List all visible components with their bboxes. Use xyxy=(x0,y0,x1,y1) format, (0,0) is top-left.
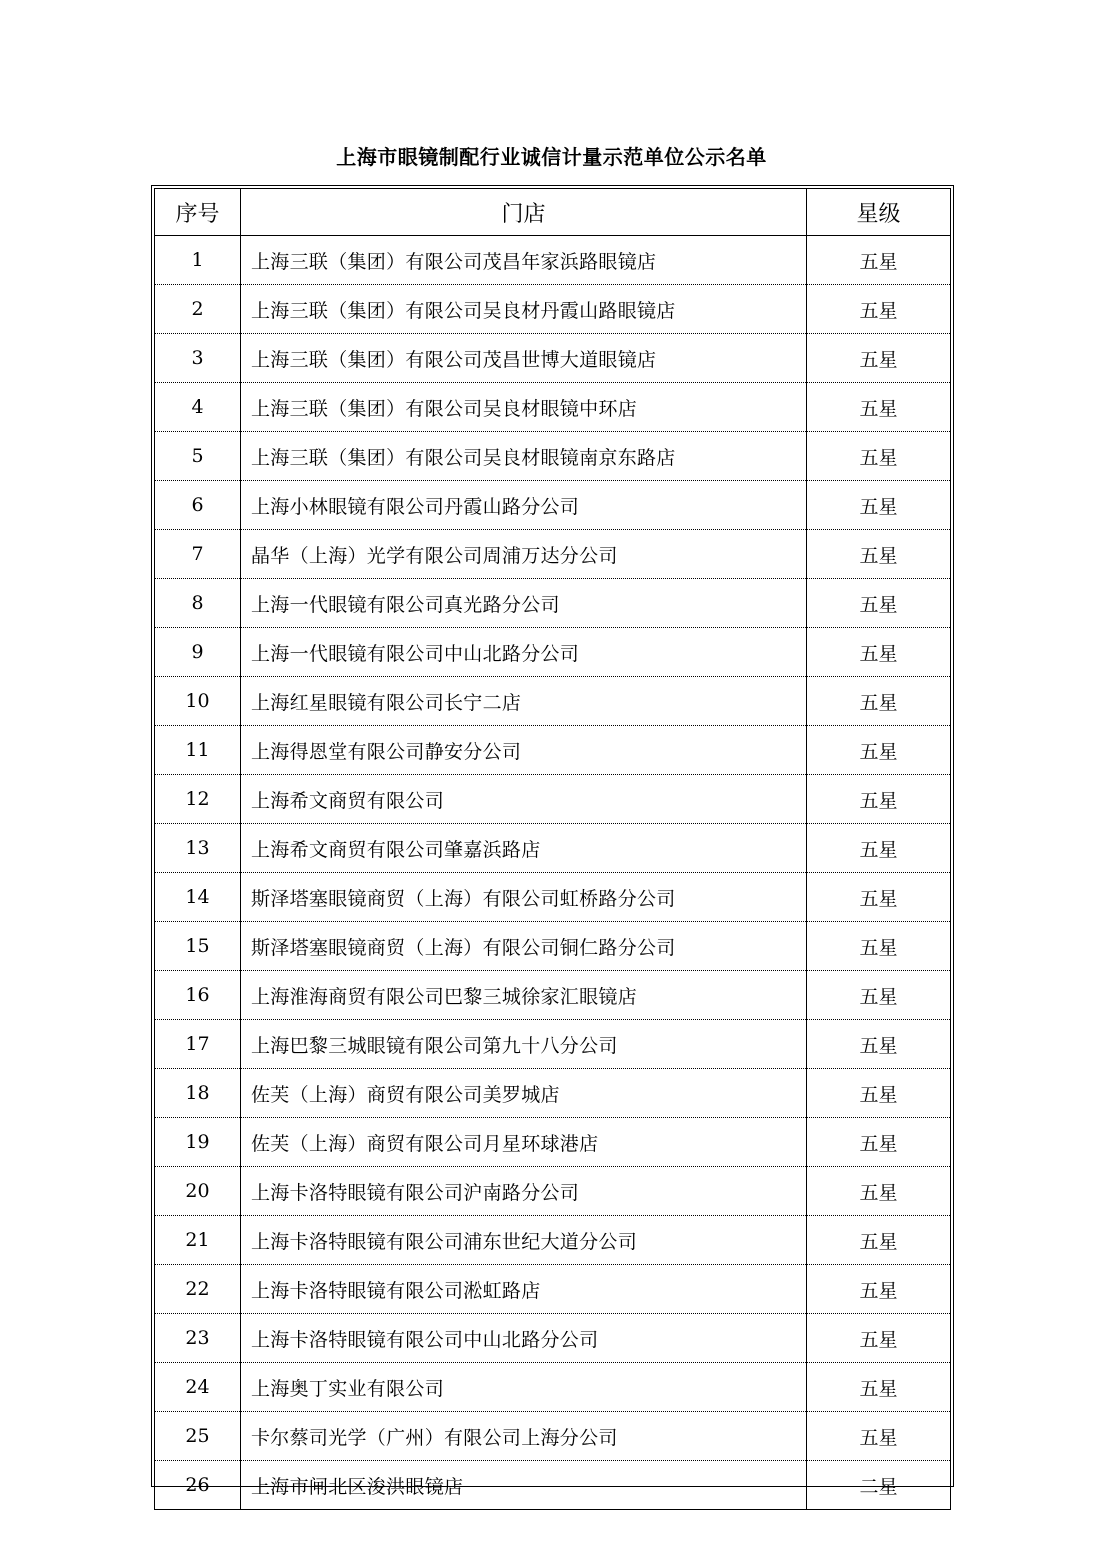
store-name: 佐芙（上海）商贸有限公司美罗城店 xyxy=(241,1069,807,1118)
star-level: 五星 xyxy=(807,677,951,726)
store-name: 上海卡洛特眼镜有限公司中山北路分公司 xyxy=(241,1314,807,1363)
star-level: 五星 xyxy=(807,824,951,873)
table-row xyxy=(155,775,951,824)
store-name: 佐芙（上海）商贸有限公司月星环球港店 xyxy=(241,1118,807,1167)
store-name: 晶华（上海）光学有限公司周浦万达分公司 xyxy=(241,530,807,579)
table-body xyxy=(155,236,951,1510)
star-level: 五星 xyxy=(807,628,951,677)
row-number: 1 xyxy=(155,236,241,285)
star-level: 五星 xyxy=(807,383,951,432)
store-name: 上海一代眼镜有限公司中山北路分公司 xyxy=(241,628,807,677)
store-name: 斯泽塔塞眼镜商贸（上海）有限公司虹桥路分公司 xyxy=(241,873,807,922)
table-row xyxy=(155,1461,951,1510)
store-name: 上海三联（集团）有限公司吴良材丹霞山路眼镜店 xyxy=(241,285,807,334)
star-level: 五星 xyxy=(807,1265,951,1314)
star-level: 五星 xyxy=(807,1167,951,1216)
header-number: 序号 xyxy=(155,189,241,236)
star-level: 五星 xyxy=(807,1314,951,1363)
table-row xyxy=(155,236,951,285)
store-name: 上海市闸北区浚洪眼镜店 xyxy=(241,1461,807,1510)
star-level: 五星 xyxy=(807,1216,951,1265)
row-number: 5 xyxy=(155,432,241,481)
star-level: 五星 xyxy=(807,1069,951,1118)
table-row xyxy=(155,1020,951,1069)
star-level: 五星 xyxy=(807,1020,951,1069)
row-number: 16 xyxy=(155,971,241,1020)
table-row xyxy=(155,1069,951,1118)
store-name: 上海希文商贸有限公司肇嘉浜路店 xyxy=(241,824,807,873)
row-number: 8 xyxy=(155,579,241,628)
store-name: 上海得恩堂有限公司静安分公司 xyxy=(241,726,807,775)
store-name: 上海奥丁实业有限公司 xyxy=(241,1363,807,1412)
header-level: 星级 xyxy=(807,189,951,236)
row-number: 17 xyxy=(155,1020,241,1069)
store-name: 上海淮海商贸有限公司巴黎三城徐家汇眼镜店 xyxy=(241,971,807,1020)
row-number: 6 xyxy=(155,481,241,530)
table-row xyxy=(155,285,951,334)
table-row xyxy=(155,677,951,726)
star-level: 五星 xyxy=(807,922,951,971)
store-list-table-frame xyxy=(151,185,954,1498)
table-row xyxy=(155,873,951,922)
table-header-row xyxy=(155,189,951,236)
star-level: 五星 xyxy=(807,971,951,1020)
table-row xyxy=(155,628,951,677)
row-number: 19 xyxy=(155,1118,241,1167)
table-row xyxy=(155,1118,951,1167)
row-number: 11 xyxy=(155,726,241,775)
table-row xyxy=(155,1265,951,1314)
store-name: 上海红星眼镜有限公司长宁二店 xyxy=(241,677,807,726)
store-name: 上海卡洛特眼镜有限公司沪南路分公司 xyxy=(241,1167,807,1216)
star-level: 五星 xyxy=(807,873,951,922)
store-name: 上海希文商贸有限公司 xyxy=(241,775,807,824)
store-name: 上海卡洛特眼镜有限公司淞虹路店 xyxy=(241,1265,807,1314)
row-number: 13 xyxy=(155,824,241,873)
star-level: 五星 xyxy=(807,432,951,481)
star-level: 五星 xyxy=(807,726,951,775)
star-level: 二星 xyxy=(807,1461,951,1510)
store-name: 上海小林眼镜有限公司丹霞山路分公司 xyxy=(241,481,807,530)
table-row xyxy=(155,383,951,432)
table-row xyxy=(155,922,951,971)
store-name: 上海三联（集团）有限公司吴良材眼镜南京东路店 xyxy=(241,432,807,481)
star-level: 五星 xyxy=(807,236,951,285)
row-number: 23 xyxy=(155,1314,241,1363)
store-name: 上海卡洛特眼镜有限公司浦东世纪大道分公司 xyxy=(241,1216,807,1265)
store-name: 上海一代眼镜有限公司真光路分公司 xyxy=(241,579,807,628)
row-number: 2 xyxy=(155,285,241,334)
store-name: 卡尔蔡司光学（广州）有限公司上海分公司 xyxy=(241,1412,807,1461)
row-number: 9 xyxy=(155,628,241,677)
table-row xyxy=(155,726,951,775)
store-name: 上海三联（集团）有限公司茂昌世博大道眼镜店 xyxy=(241,334,807,383)
row-number: 7 xyxy=(155,530,241,579)
star-level: 五星 xyxy=(807,579,951,628)
row-number: 22 xyxy=(155,1265,241,1314)
table-row xyxy=(155,971,951,1020)
row-number: 26 xyxy=(155,1461,241,1510)
table-row xyxy=(155,1363,951,1412)
store-name: 上海三联（集团）有限公司茂昌年家浜路眼镜店 xyxy=(241,236,807,285)
star-level: 五星 xyxy=(807,1118,951,1167)
table-row xyxy=(155,824,951,873)
header-store: 门店 xyxy=(241,189,807,236)
store-name: 斯泽塔塞眼镜商贸（上海）有限公司铜仁路分公司 xyxy=(241,922,807,971)
row-number: 21 xyxy=(155,1216,241,1265)
table-row xyxy=(155,1216,951,1265)
table-row xyxy=(155,481,951,530)
star-level: 五星 xyxy=(807,1412,951,1461)
row-number: 20 xyxy=(155,1167,241,1216)
store-name: 上海三联（集团）有限公司吴良材眼镜中环店 xyxy=(241,383,807,432)
star-level: 五星 xyxy=(807,530,951,579)
star-level: 五星 xyxy=(807,1363,951,1412)
star-level: 五星 xyxy=(807,285,951,334)
table-row xyxy=(155,1412,951,1461)
table-row xyxy=(155,334,951,383)
store-list-table xyxy=(154,188,951,1510)
table-row xyxy=(155,530,951,579)
store-name: 上海巴黎三城眼镜有限公司第九十八分公司 xyxy=(241,1020,807,1069)
row-number: 18 xyxy=(155,1069,241,1118)
row-number: 12 xyxy=(155,775,241,824)
row-number: 3 xyxy=(155,334,241,383)
table-row xyxy=(155,1167,951,1216)
table-row xyxy=(155,579,951,628)
star-level: 五星 xyxy=(807,775,951,824)
row-number: 10 xyxy=(155,677,241,726)
row-number: 4 xyxy=(155,383,241,432)
star-level: 五星 xyxy=(807,481,951,530)
row-number: 25 xyxy=(155,1412,241,1461)
row-number: 14 xyxy=(155,873,241,922)
row-number: 15 xyxy=(155,922,241,971)
document-title: 上海市眼镜制配行业诚信计量示范单位公示名单 xyxy=(336,145,767,169)
table-row xyxy=(155,1314,951,1363)
row-number: 24 xyxy=(155,1363,241,1412)
table-row xyxy=(155,432,951,481)
star-level: 五星 xyxy=(807,334,951,383)
